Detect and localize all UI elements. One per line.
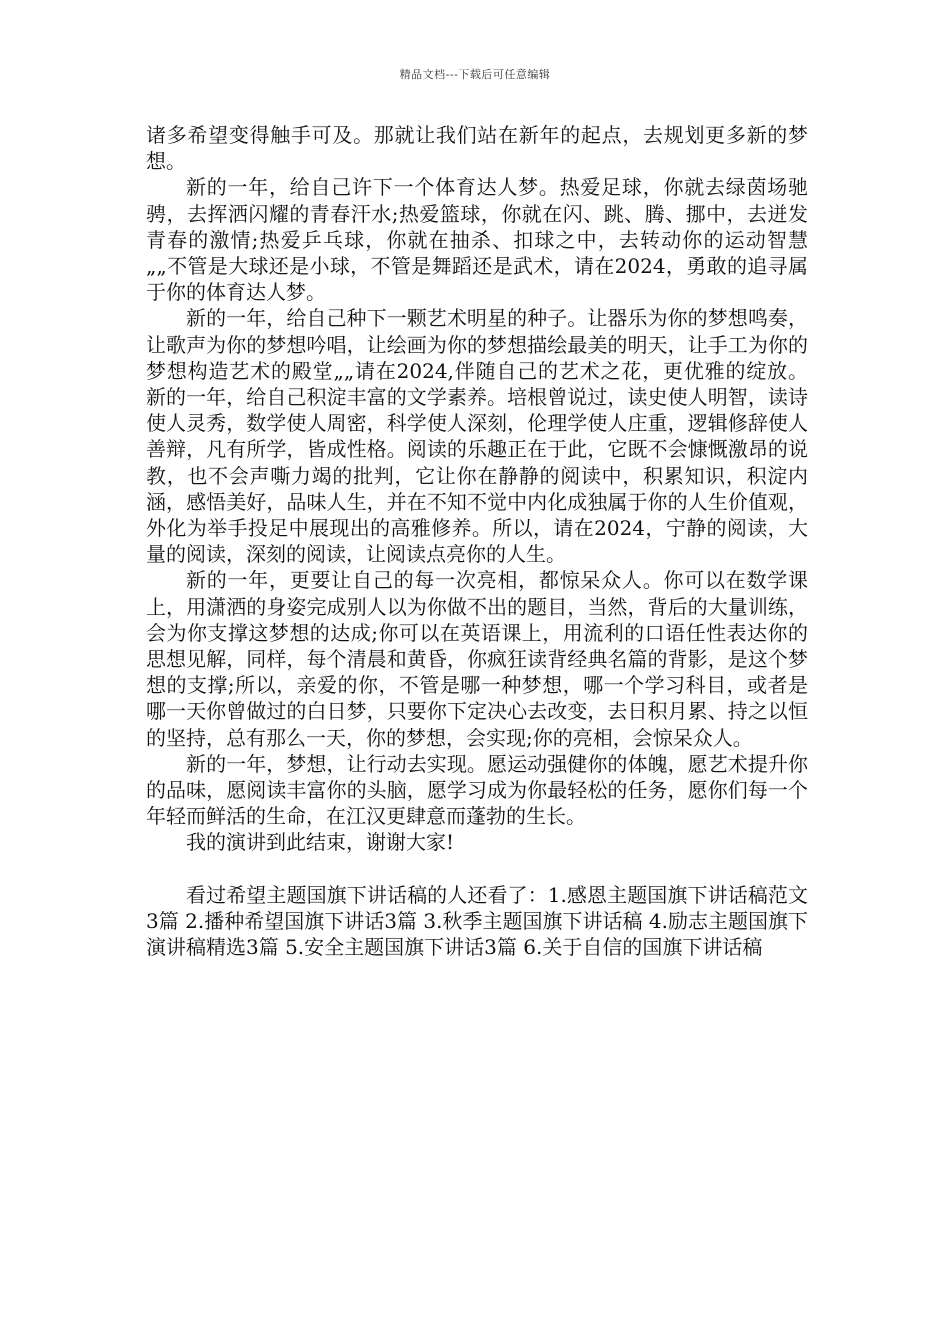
paragraph-related-articles: 看过希望主题国旗下讲话稿的人还看了：1.感恩主题国旗下讲话稿范文3篇 2.播种希望国旗下讲话3篇 3.秋季主题国旗下讲话稿 4.励志主题国旗下演讲稿精选3篇 5.安全主题国旗下讲话3篇 6.关于自信的国旗下讲话稿 (146, 882, 808, 960)
paragraph-art-literature: 新的一年，给自己种下一颗艺术明星的种子。让器乐为你的梦想鸣奏，让歌声为你的梦想吟唱，让绘画为你的梦想描绘最美的明天，让手工为你的梦想构造艺术的殿堂„„请在2024,伴随自己的艺术之花，更优雅的绽放。 新的一年，给自己积淀丰富的文学素养。培根曾说过，读史使人明智，读诗使人灵秀，数学使人周密，科学使人深刻，伦理学使人庄重，逻辑修辞使人善辩，凡有所学，皆成性格。阅读的乐趣正在于此，它既不会慷慨激昂的说教，也不会声嘶力竭的批判，它让你在静静的阅读中，积累知识，积淀内涵，感悟美好，品味人生，并在不知不觉中内化成独属于你的人生价值观，外化为举手投足中展现出的高雅修养。所以，请在2024，宁静的阅读，大量的阅读，深刻的阅读，让阅读点亮你的人生。 (146, 306, 808, 567)
page-header: 精品文档---下载后可任意编辑 (399, 68, 551, 81)
document-body (146, 122, 808, 960)
paragraph-sports-dream: 新的一年，给自己许下一个体育达人梦。热爱足球，你就去绿茵场驰骋，去挥洒闪耀的青春汗水;热爱篮球，你就在闪、跳、腾、挪中，去迸发青春的激情;热爱乒乓球，你就在抽杀、扣球之中，去转动你的运动智慧„„不管是大球还是小球，不管是舞蹈还是武术，请在2024，勇敢的追寻属于你的体育达人梦。 (146, 175, 808, 305)
paragraph-spacer (146, 856, 808, 882)
paragraph-debut: 新的一年，更要让自己的每一次亮相，都惊呆众人。你可以在数学课上，用潇洒的身姿完成别人以为你做不出的题目，当然，背后的大量训练，会为你支撑这梦想的达成;你可以在英语课上，用流利的口语任性表达你的思想见解，同样，每个清晨和黄昏，你疯狂读背经典名篇的背影，是这个梦想的支撑;所以，亲爱的你，不管是哪一种梦想，哪一个学习科目，或者是哪一天你曾做过的白日梦，只要你下定决心去改变，去日积月累、持之以恒的坚持，总有那么一天，你的梦想，会实现;你的亮相，会惊呆众人。 (146, 568, 808, 750)
paragraph-continuation: 诸多希望变得触手可及。那就让我们站在新年的起点，去规划更多新的梦想。 (146, 123, 808, 174)
paragraph-action: 新的一年，梦想，让行动去实现。愿运动强健你的体魄，愿艺术提升你的品味，愿阅读丰富你的头脑，愿学习成为你最轻松的任务，愿你们每一个年轻而鲜活的生命，在江汉更肆意而蓬勃的生长。 (146, 751, 808, 829)
paragraph-closing: 我的演讲到此结束，谢谢大家! (186, 830, 455, 855)
